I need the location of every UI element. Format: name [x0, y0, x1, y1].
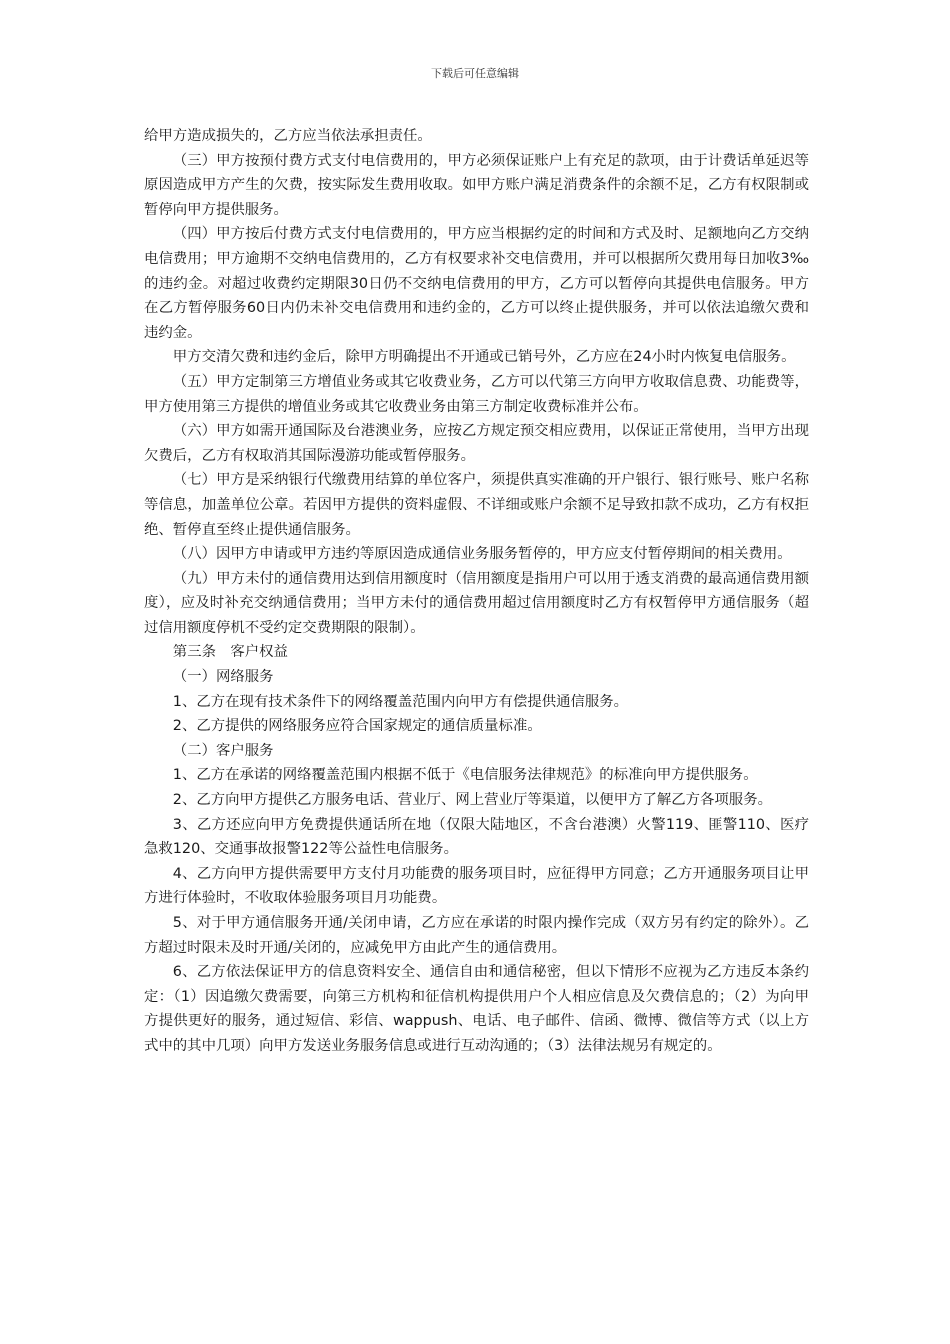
paragraph: 2、乙方提供的网络服务应符合国家规定的通信质量标准。: [172, 718, 542, 735]
paragraph: （七）甲方是采纳银行代缴费用结算的单位客户，须提供真实准确的开户银行、银行账号、账户名称等信息，加盖单位公章。若因甲方提供的资料虚假、不详细或账户余额不足导致扣款不成功，乙方有权拒绝、暂停直至终止提供通信服务。: [144, 472, 809, 538]
paragraph: 6、乙方依法保证甲方的信息资料安全、通信自由和通信秘密，但以下情形不应视为乙方违反本条约定：（1）因追缴欠费需要，向第三方机构和征信机构提供用户个人相应信息及欠费信息的；（2）为向甲方提供更好的服务，通过短信、彩信、wappush、电话、电子邮件、信函、微博、微信等方式（以上方式中的其中几项）向甲方发送业务服务信息或进行互动沟通的；（3）法律法规另有规定的。: [144, 964, 809, 1054]
paragraph: 3、乙方还应向甲方免费提供通话所在地（仅限大陆地区，不含台港澳）火警119、匪警110、医疗急救120、交通事故报警122等公益性电信服务。: [144, 816, 809, 858]
paragraph: （四）甲方按后付费方式支付电信费用的，甲方应当根据约定的时间和方式及时、足额地向乙方交纳电信费用；甲方逾期不交纳电信费用的，乙方有权要求补交电信费用，并可以根据所欠费用每日加收3‰的违约金。对超过收费约定期限30日仍不交纳电信费用的甲方，乙方可以暂停向其提供电信服务。甲方在乙方暂停服务60日内仍未补交电信费用和违约金的，乙方可以终止提供服务，并可以依法追缴欠费和违约金。: [144, 226, 809, 341]
paragraph: 4、乙方向甲方提供需要甲方支付月功能费的服务项目时，应征得甲方同意；乙方开通服务项目让甲方进行体验时，不收取体验服务项目月功能费。: [144, 865, 809, 907]
section-heading: 第三条 客户权益: [172, 644, 288, 661]
subsection-heading: （一）网络服务: [172, 669, 274, 686]
paragraph: 2、乙方向甲方提供乙方服务电话、营业厅、网上营业厅等渠道，以便甲方了解乙方各项服务。: [172, 792, 772, 809]
subsection-heading: （二）客户服务: [172, 742, 274, 759]
paragraph: （五）甲方定制第三方增值业务或其它收费业务，乙方可以代第三方向甲方收取信息费、功能费等，甲方使用第三方提供的增值业务或其它收费业务由第三方制定收费标准并公布。: [144, 373, 809, 415]
paragraph: （九）甲方未付的通信费用达到信用额度时（信用额度是指用户可以用于透支消费的最高通信费用额度），应及时补充交纳通信费用；当甲方未付的通信费用超过信用额度时乙方有权暂停甲方通信服务（超过信用额度停机不受约定交费期限的限制）。: [144, 570, 809, 636]
paragraph: 1、乙方在承诺的网络覆盖范围内根据不低于《电信服务法律规范》的标准向甲方提供服务。: [172, 767, 758, 784]
paragraph: （八）因甲方申请或甲方违约等原因造成通信业务服务暂停的，甲方应支付暂停期间的相关费用。: [172, 546, 792, 563]
paragraph: 给甲方造成损失的，乙方应当依法承担责任。: [144, 128, 432, 144]
paragraph: 甲方交清欠费和违约金后，除甲方明确提出不开通或已销号外，乙方应在24小时内恢复电信服务。: [172, 349, 796, 366]
document-body: [144, 124, 809, 1059]
page-header: 下载后可任意编辑: [431, 67, 519, 80]
paragraph: （三）甲方按预付费方式支付电信费用的，甲方必须保证账户上有充足的款项，由于计费话单延迟等原因造成甲方产生的欠费，按实际发生费用收取。如甲方账户满足消费条件的余额不足，乙方有权限制或暂停向甲方提供服务。: [144, 152, 809, 218]
paragraph: （六）甲方如需开通国际及台港澳业务，应按乙方规定预交相应费用，以保证正常使用，当甲方出现欠费后，乙方有权取消其国际漫游功能或暂停服务。: [144, 423, 809, 464]
paragraph: 1、乙方在现有技术条件下的网络覆盖范围内向甲方有偿提供通信服务。: [172, 693, 629, 710]
paragraph: 5、对于甲方通信服务开通/关闭申请，乙方应在承诺的时限内操作完成（双方另有约定的除外）。乙方超过时限未及时开通/关闭的，应减免甲方由此产生的通信费用。: [144, 915, 809, 956]
